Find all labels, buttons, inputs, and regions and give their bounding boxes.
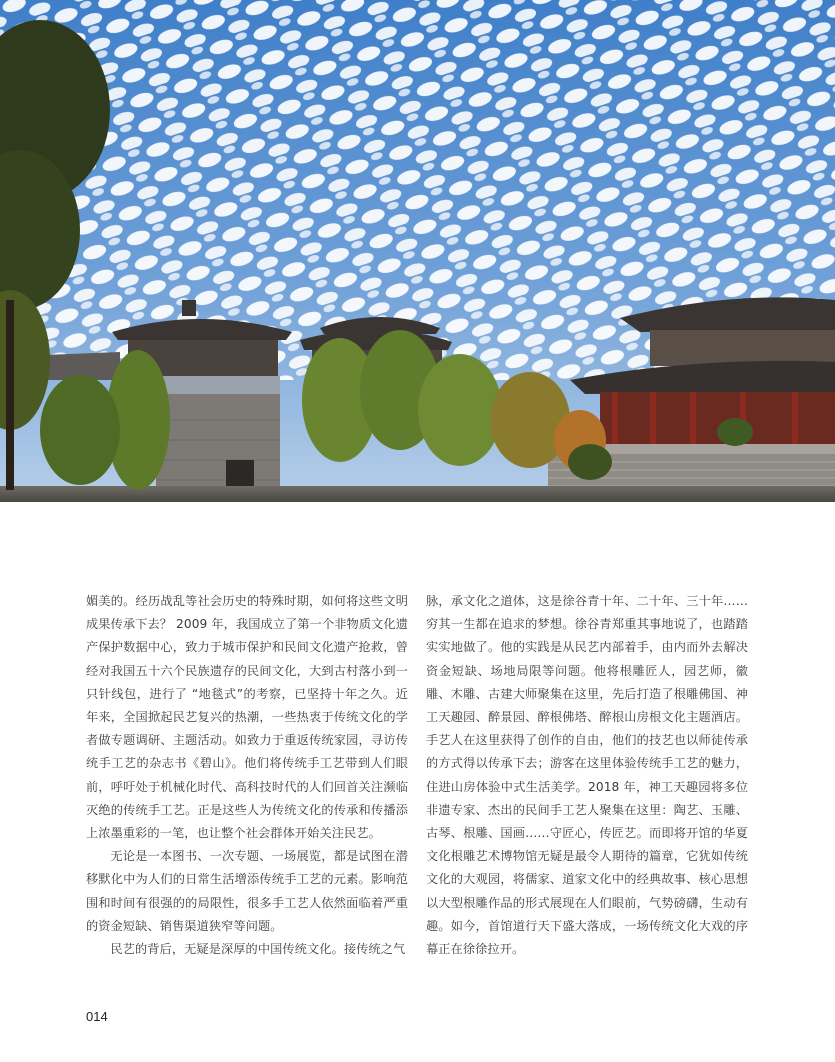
paragraph: 脉，承文化之道体，这是徐谷青十年、二十年、三十年……穷其一生都在追求的梦想。徐谷青郑重其事地说了，也踏踏实实地做了。他的实践是从民艺内部着手，由内而外去解决资金短缺、场地局限等问题。他将根雕匠人，园艺师，徽雕、木雕、古建大师聚集在这里，先后打造了根雕佛国、神工天趣园、醉景园、醉根佛塔、醉根山房根文化主题酒店。手艺人在这里获得了创作的自由，他们的技艺也以师徒传承的方式得以传承下去；游客在这里体验传统手工艺的魅力，住进山房体验中式生活美学。2018 年，神工天趣园将多位非遗专家、杰出的民间手工艺人聚集在这里：陶艺、玉雕、古琴、根雕、国画……守匠心，传匠艺。而即将开馆的华夏文化根雕艺术博物馆无疑是最令人期待的篇章，它犹如传统文化的大观园，将儒家、道家文化中的经典故事、核心思想以大型根雕作品的形式展现在人们眼前，气势磅礴，生动有趣。如今，首馆道行天下盛大落成，一场传统文化大戏的序幕正在徐徐拉开。 <box>426 594 748 957</box>
page-number: 014 <box>86 1009 108 1024</box>
article-left-column <box>86 590 408 961</box>
paragraph: 民艺的背后，无疑是深厚的中国传统文化。接传统之气 <box>110 942 406 957</box>
hero-photo <box>0 0 835 502</box>
paragraph: 无论是一本图书、一次专题、一场展览，都是试图在潜移默化中为人们的日常生活增添传统手工艺的元素。影响范围和时间有很强的的局限性，很多手工艺人依然面临着严重的资金短缺、销售渠道狭窄等问题。 <box>86 849 408 933</box>
temple-landscape-image <box>0 0 835 502</box>
article-right-column <box>426 590 748 961</box>
paragraph: 媚美的。经历战乱等社会历史的特殊时期，如何将这些文明成果传承下去？ 2009 年，我国成立了第一个非物质文化遗产保护数据中心，致力于城市保护和民间文化遗产抢救，曾经对我国五十六个民族遗存的民间文化，大到古村落小到一只针线包，进行了 “地毯式”的考察，已坚持十年之久。近年来，全国掀起民艺复兴的热潮，一些热衷于传统文化的学者做专题调研、主题活动。如致力于重返传统家园，寻访传统手工艺的杂志书《碧山》。他们将传统手工艺带到人们眼前，呼吁处于机械化时代、高科技时代的人们回首关注濒临灭绝的传统手工艺。正是这些人为传统文化的传承和传播添上浓墨重彩的一笔，也让整个社会群体开始关注民艺。 <box>86 594 408 841</box>
